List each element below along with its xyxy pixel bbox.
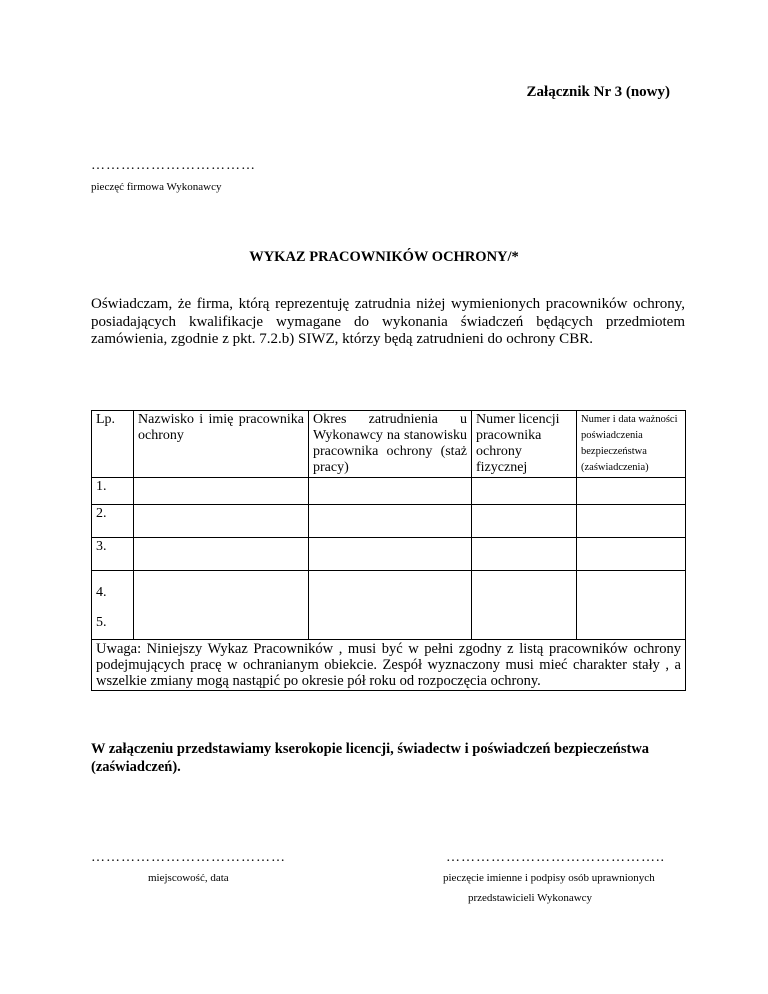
row-number: 3. (92, 538, 134, 571)
cell-license-number (472, 505, 577, 538)
cell-security-clearance (577, 478, 686, 505)
signature-label-line-1: pieczęcie imienne i podpisy osób uprawnionych (443, 872, 655, 884)
place-date-label: miejscowość, data (148, 872, 229, 884)
signature-dotted-line: …………………………………….. (446, 850, 665, 865)
attachment-label: Załącznik Nr 3 (nowy) (526, 84, 670, 100)
row-number: 4. (96, 585, 107, 600)
cell-name (134, 478, 309, 505)
header-employment-period: Okres zatrudnienia u Wykonawcy na stanowisku pracownika ochrony (staż pracy) (309, 411, 472, 478)
cell-name (134, 571, 309, 640)
cell-employment-period (309, 478, 472, 505)
cell-employment-period (309, 538, 472, 571)
table-note-row (92, 640, 686, 691)
declaration-paragraph: Oświadczam, że firma, którą reprezentuję zatrudnia niżej wymienionych pracowników ochrony, posiadających kwalifikacje wymagane do wykonania świadczeń będących przedmiotem zamówienia, zgodnie z pkt. 7.2.b) SIWZ, którzy będą zatrudnieni do ochrony CBR. (91, 296, 685, 347)
row-number: 5. (96, 615, 107, 630)
row-number: 2. (92, 505, 134, 538)
header-security-clearance: Numer i data ważności poświadczenia bezpieczeństwa (zaświadczenia) (577, 411, 686, 478)
cell-license-number (472, 538, 577, 571)
cell-license-number (472, 571, 577, 640)
cell-name (134, 505, 309, 538)
table-header-row (92, 411, 686, 478)
table-note: Uwaga: Niniejszy Wykaz Pracowników , musi być w pełni zgodny z listą pracowników ochrony podejmujących pracę w ochranianym obiekcie. Zespół wyznaczony musi mieć charakter stały , a wszelkie zmiany mogą nastąpić po okresie pół roku od rozpoczęcia ochrony. (92, 640, 686, 691)
table-row (92, 505, 686, 538)
company-stamp-label: pieczęć firmowa Wykonawcy (91, 181, 222, 193)
document-title: WYKAZ PRACOWNIKÓW OCHRONY/* (249, 249, 519, 265)
enclosure-statement: W załączeniu przedstawiamy kserokopie licencji, świadectw i poświadczeń bezpieczeństwa (zaświadczeń). (91, 741, 650, 775)
cell-name (134, 538, 309, 571)
table-row (92, 478, 686, 505)
cell-security-clearance (577, 505, 686, 538)
header-lp: Lp. (92, 411, 134, 478)
header-name: Nazwisko i imię pracownika ochrony (134, 411, 309, 478)
signature-label-line-2: przedstawicieli Wykonawcy (468, 892, 593, 904)
cell-security-clearance (577, 571, 686, 640)
header-license-number: Numer licencji pracownika ochrony fizycznej (472, 411, 577, 478)
stamp-dotted-line: …………………………… (91, 158, 256, 173)
cell-employment-period (309, 505, 472, 538)
table-row (92, 571, 686, 640)
employee-list-table (91, 410, 686, 691)
cell-employment-period (309, 571, 472, 640)
row-number: 1. (92, 478, 134, 505)
row-numbers-4-5 (92, 571, 134, 640)
place-date-dotted-line: ………………………………… (91, 850, 286, 865)
cell-security-clearance (577, 538, 686, 571)
cell-license-number (472, 478, 577, 505)
table-row (92, 538, 686, 571)
